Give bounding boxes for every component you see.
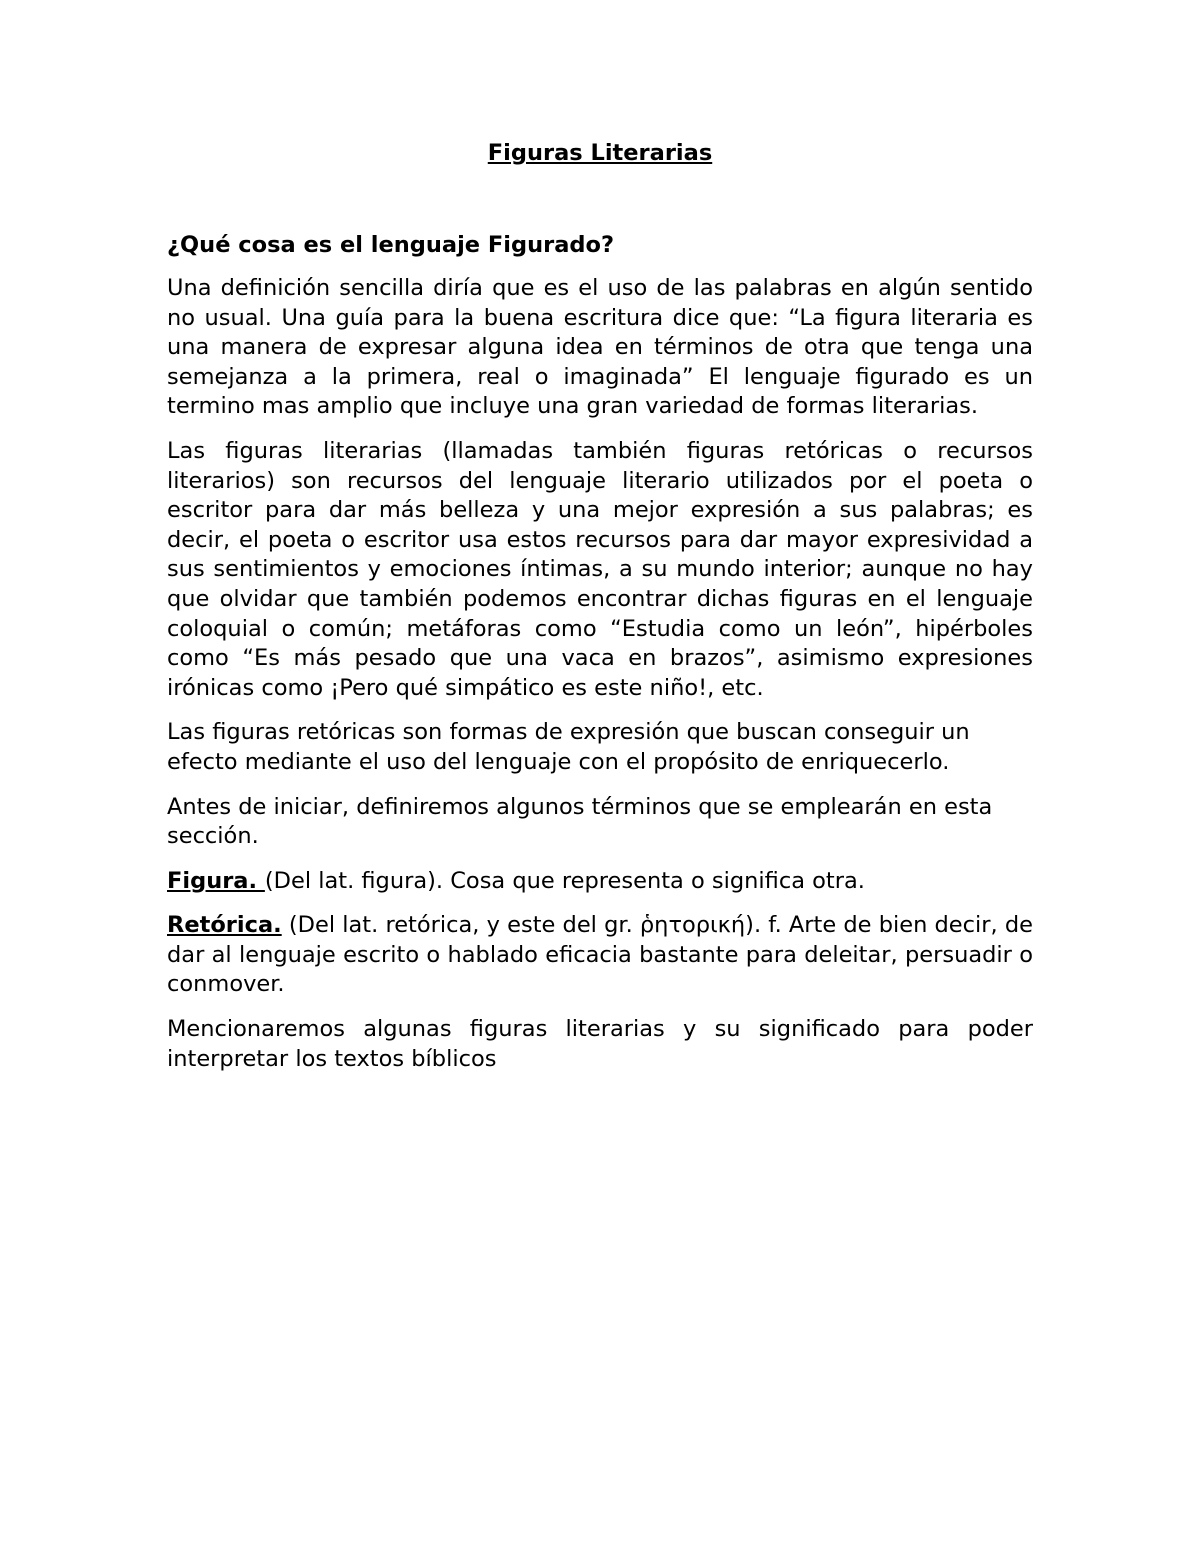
document-page [167,138,1033,1089]
definition-term-figura: Figura. [167,867,265,894]
paragraph-antes-de-iniciar: Antes de iniciar, definiremos algunos términos que se emplearán en esta sección. [167,793,993,850]
paragraph-figuras-retoricas: Las figuras retóricas son formas de expresión que buscan conseguir un efecto mediante el uso del lenguaje con el propósito de enriquecerlo. [167,719,970,775]
paragraph-definition: Una definición sencilla diría que es el uso de las palabras en algún sentido no usual. Una guía para la buena escritura dice que: “La figura literaria es una manera de expresar alguna idea en términos de otra que tenga una semejanza a la primera, real o imaginada” El lenguaje figurado es un termino mas amplio que incluye una gran variedad de formas literarias. [167,275,1033,420]
definition-figura [167,867,1033,897]
section-heading: ¿Qué cosa es el lenguaje Figurado? [167,232,614,258]
definition-text-retorica: (Del lat. retórica, y este del gr. ῥητορική). f. Arte de bien decir, de dar al lenguaje escrito o hablado eficacia bastante para deleitar, persuadir o conmover. [167,912,1033,998]
definition-term-retorica: Retórica. [167,912,282,939]
paragraph-figuras-literarias: Las figuras literarias (llamadas también figuras retóricas o recursos literarios) son recursos del lenguaje literario utilizados por el poeta o escritor para dar más belleza y una mejor expresión a sus palabras; es decir, el poeta o escritor usa estos recursos para dar mayor expresividad a sus sentimientos y emociones íntimas, a su mundo interior; aunque no hay que olvidar que también podemos encontrar dichas figuras en el lenguaje coloquial o común; metáforas como “Estudia como un león”, hipérboles como “Es más pesado que una vaca en brazos”, asimismo expresiones irónicas como ¡Pero qué simpático es este niño!, etc. [167,437,1033,701]
definition-text-figura: (Del lat. figura). Cosa que representa o significa otra. [264,867,865,894]
document-title: Figuras Literarias [487,140,713,166]
paragraph-closing: Mencionaremos algunas figuras literarias y su significado para poder interpretar los textos bíblicos [167,1016,1033,1072]
definition-retorica [167,911,1033,1000]
